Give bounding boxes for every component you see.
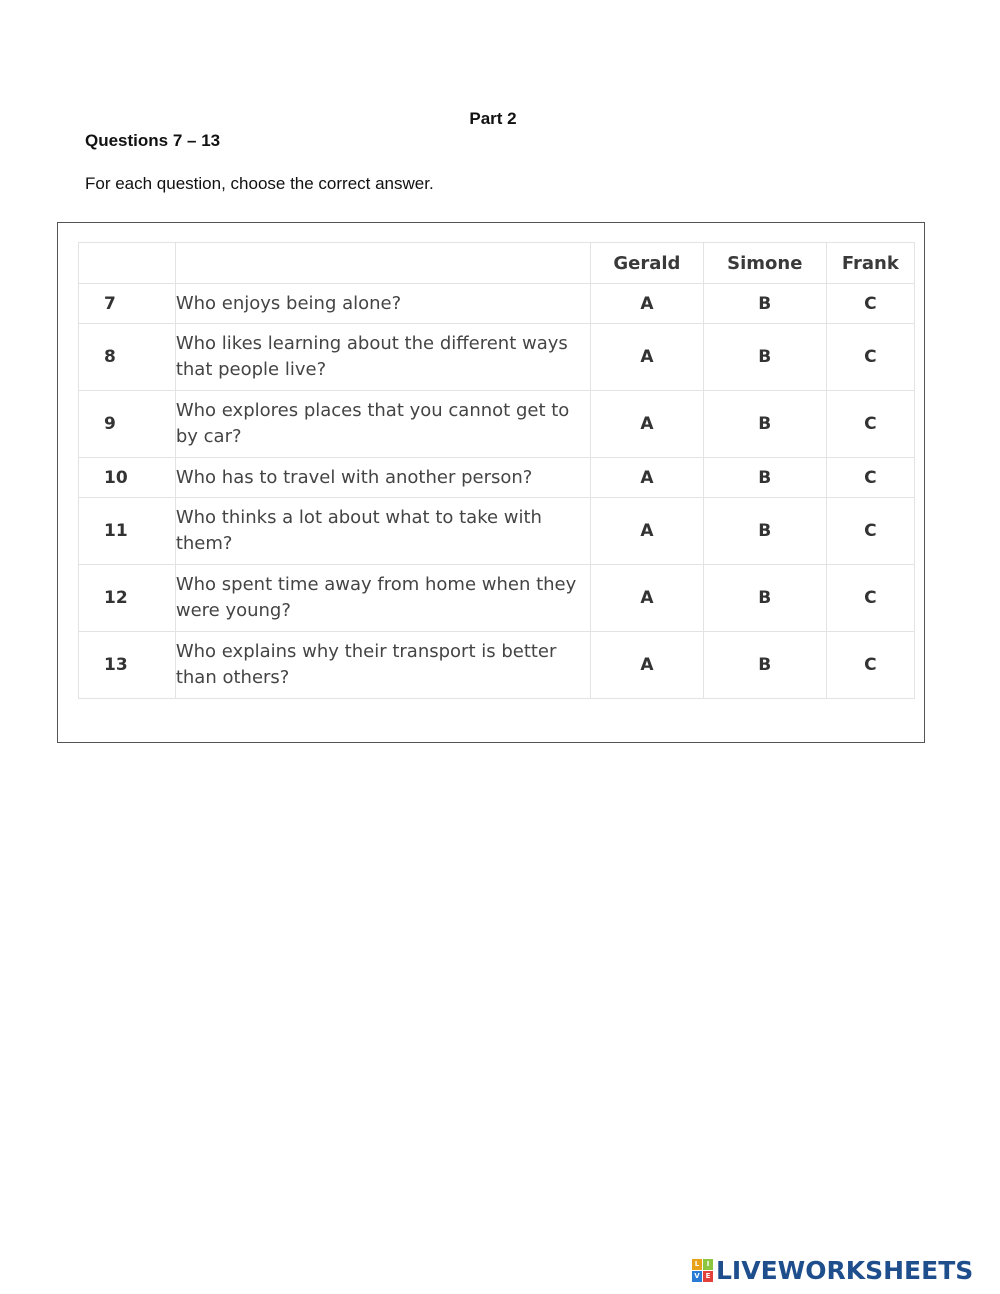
liveworksheets-logo[interactable] [692, 1256, 973, 1284]
instruction-text: For each question, choose the correct answer. [85, 174, 434, 193]
logo-letter: L [692, 1259, 702, 1270]
header-gerald: Gerald [590, 243, 703, 284]
question-number: 7 [79, 284, 176, 324]
question-text: Who likes learning about the different ways that people live? [175, 324, 590, 391]
logo-letter: V [692, 1271, 702, 1282]
question-number: 9 [79, 391, 176, 458]
option-a[interactable]: A [590, 565, 703, 632]
option-b[interactable]: B [703, 498, 826, 565]
question-table-frame [57, 222, 925, 743]
question-number: 13 [79, 632, 176, 699]
option-a[interactable]: A [590, 458, 703, 498]
table-header-row [79, 243, 915, 284]
option-a[interactable]: A [590, 284, 703, 324]
question-number: 12 [79, 565, 176, 632]
option-b[interactable]: B [703, 391, 826, 458]
question-text: Who has to travel with another person? [175, 458, 590, 498]
option-c[interactable]: C [826, 632, 914, 699]
option-c[interactable]: C [826, 324, 914, 391]
option-c[interactable]: C [826, 565, 914, 632]
table-row [79, 498, 915, 565]
questions-heading: Questions 7 – 13 [85, 131, 221, 150]
option-a[interactable]: A [590, 391, 703, 458]
table-row [79, 284, 915, 324]
question-number: 11 [79, 498, 176, 565]
logo-mark-icon [692, 1259, 713, 1282]
table-row [79, 391, 915, 458]
question-text: Who spent time away from home when they were young? [175, 565, 590, 632]
question-number: 8 [79, 324, 176, 391]
header-cell-question [175, 243, 590, 284]
table-row [79, 632, 915, 699]
option-a[interactable]: A [590, 324, 703, 391]
question-text: Who thinks a lot about what to take with them? [175, 498, 590, 565]
option-b[interactable]: B [703, 324, 826, 391]
option-b[interactable]: B [703, 458, 826, 498]
question-text: Who explains why their transport is better than others? [175, 632, 590, 699]
header-cell-number [79, 243, 176, 284]
option-c[interactable]: C [826, 284, 914, 324]
logo-text: LIVEWORKSHEETS [716, 1255, 974, 1285]
part-title: Part 2 [469, 109, 517, 128]
option-c[interactable]: C [826, 458, 914, 498]
table-row [79, 565, 915, 632]
option-a[interactable]: A [590, 498, 703, 565]
header-simone: Simone [703, 243, 826, 284]
option-c[interactable]: C [826, 391, 914, 458]
header-frank: Frank [826, 243, 914, 284]
logo-letter: E [703, 1271, 713, 1282]
question-text: Who enjoys being alone? [175, 284, 590, 324]
option-b[interactable]: B [703, 565, 826, 632]
question-number: 10 [79, 458, 176, 498]
table-row [79, 458, 915, 498]
option-b[interactable]: B [703, 284, 826, 324]
question-text: Who explores places that you cannot get to by car? [175, 391, 590, 458]
option-c[interactable]: C [826, 498, 914, 565]
option-b[interactable]: B [703, 632, 826, 699]
question-table [78, 242, 915, 699]
table-row [79, 324, 915, 391]
logo-letter: I [703, 1259, 713, 1270]
option-a[interactable]: A [590, 632, 703, 699]
